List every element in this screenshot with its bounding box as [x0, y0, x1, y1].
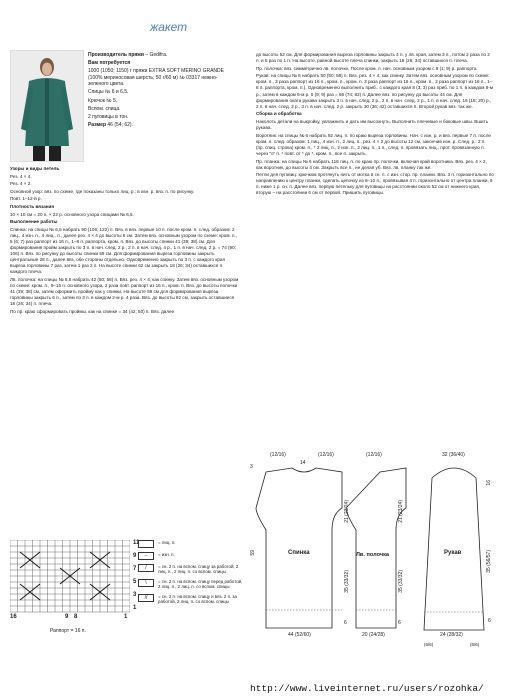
col-number: 9 [65, 614, 69, 620]
yarn-line-value: 1000 (1050; 1150) г пряжи EXTRA SOFT MERINO GRANDE (100% мериносовая шерсть; 50 г/60 м) № 03317 нежно-зеленого цвета. [88, 68, 224, 88]
instructions-left-column [10, 166, 240, 317]
legend-symbol: \ [138, 579, 154, 587]
back-top-right: (12/16) [318, 452, 334, 458]
legend-item [138, 594, 243, 605]
paragraph: Рез. 4 × 4. [10, 173, 32, 179]
row-number: 9 [133, 553, 137, 559]
legend-text: = изн. п. [158, 552, 175, 557]
legend-text: = сн. 2 п. на вспом. спицу и вяз. 2 п. за работой, 2 лиц. п. со вспом. спицы [158, 593, 237, 605]
paragraph: Воротник: на спицы № 6 набрать 92 лиц. п. по краю выреза горловины. Нач. с изн. р. и вяз. первые 7 п. после кром. п. след. образом: 1 лиц., 4 изн. п., 2 лиц. п., рез. 4 × 2 до высоты 12 см, закончив изн. р. След. р.: 2 п. (пр. спиц. строка) кром. п., * 2 лиц. п., 2 изн. п., 2 лиц. п., 1 п., след. п. провязать лиц., прот. провязанную п. через "о" п. * повт. от * до *, кром. п., все п. закрыть. [256, 132, 491, 156]
yarn-line [88, 122, 228, 129]
source-url: http://www.liveinternet.ru/users/rozohka/ [250, 683, 484, 694]
yarn-line-label: Производитель пряжи [88, 52, 144, 58]
front-top: (12/16) [366, 452, 382, 458]
front-hem: 6 [398, 620, 401, 626]
back-top-left: (12/16) [270, 452, 286, 458]
instructions-right-column [256, 52, 494, 198]
yarn-line [88, 60, 228, 67]
knitting-chart-grid [10, 540, 130, 620]
legend-text: = сн. 2 п. на вспом. спицу за работой, 2 лиц. п., 2 лиц. п. со вспом. спицы [158, 564, 239, 575]
yarn-line [88, 106, 228, 113]
chart-legend [138, 540, 243, 608]
paragraph: Пр. полочка: вяз. симметрично лв. полочке. После кром. п. нач. основным узором с 9 (1; 9) р. раппорта. [256, 65, 478, 71]
paragraph: до высоты 52 см. Для формирования выреза горловины закрыть 4 п. у лв. края, затем 3 п., потом 2 раза по 2 п. и 5 раз по 1 п. На высоте, равной высоте плеча спинки, закрыть 18 (26; 34) оставшихся п. плеча. [256, 52, 490, 64]
front-label: Лв. полочка [356, 552, 390, 558]
sleeve-side-right: (6/6) [470, 642, 480, 647]
sleeve-width: 24 (28/32) [440, 632, 463, 638]
paragraph: Наколоть детали на выкройку, увлажнить и дать им высохнуть. Выполнить плечевые и боковые швы. Вшить рукава. [256, 118, 489, 131]
row-number: 7 [133, 566, 137, 572]
paragraph: По пр. краю сформировать проймы, как на спинке = 34 (42; 50) п. Вяз. далее [10, 308, 175, 314]
legend-item [138, 579, 243, 590]
paragraph: Рукав: на спицы № 6 набрать 50 (50; 58) п. Вяз. рез. 4 × 4, как спинку. Затем вяз. основным узором по схеме: кром. п., 3 раза раппорт из 16 п., кром. п., кром. п. 3 раза раппорт из 16 п., кром. п., 2 раза раппорт из 16 п., 1–8 п. раппорта, кром. п.). Одновременно выполнить приб.: с каждого края 8 (3; 3) раз приб. по 1 п. в каждом 8-м р., затем в каждом 6-м р. 0 (9; 9) раз = 66 (74; 82) п. Далее вяз. по рисунку до высоты 44 см. Для формирования оката рукава закрыть 3 п. в нач. след. 2 р., 2 п. в нач. след. 2 р., 1 п. в нач. след. 16 (18; 20) р., 2 п. в нач. след. 2 р., 3 п. в нач. след. 2 р. закрыть 30 (36; 42) оставшихся п. Второй рукав вяз. так же. [256, 73, 493, 109]
legend-item [138, 552, 243, 560]
legend-text: = сн. 2 п. на вспом. спицу перед работой, 2 лиц. п., 2 лиц. п. со вспом. спицы [158, 578, 243, 590]
yarn-line-value: 2 пуговицы в тон. [88, 113, 129, 120]
paragraph: 10 × 10 см = 20 п. × 22 р. основного узора спицами № 6,5. [10, 211, 134, 217]
back-width: 44 (52/60) [288, 632, 311, 638]
col-number: 16 [10, 614, 17, 620]
jacket-photo [10, 50, 84, 162]
repeat-label: Раппорт = 16 п. [50, 628, 86, 634]
yarn-line [88, 52, 228, 59]
front-outline [346, 468, 406, 628]
section-heading: Сборка и обработка [256, 111, 302, 117]
yarn-info [88, 52, 228, 130]
legend-symbol: – [138, 552, 154, 560]
legend-symbol: // [138, 594, 154, 602]
page-title: жакет [150, 20, 188, 34]
paragraph: Петли для пуговиц: крючком протянуть нить от мотка в сн. п. с изн. стор. пр. планки. Вяз. 3 п. горизонтально по направлению к центру планки, сделать цепочку из 8–10 п., провязывая 4 п. горизонтально от центра планки, 6 п. ниже 1 р. сн. п. Далее вяз. первую петельку для пуговицы на расстоянии около 52 см от нижнего края, вторую – на расстоянии 6 см от первой. Пришить пуговицы. [256, 172, 494, 196]
back-side-height: 35 (33/32) [344, 570, 350, 593]
back-shoulder-height: 3 [250, 464, 253, 470]
row-number: 11 [133, 540, 140, 546]
paragraph: Лв. полочка: на спицы № 6,5 набрать 42 (50; 58) п. Вяз. рез. 4 × 4, как спинку. Затем вяз. основным узором по схеме: кром. п., 9–16 п. основного узора, 2 раза повт. раппорт из 16 п., кром. п. Вяз. до высоты полочки 41 (39; 38) см, затем оформить пройму как у спинки. На высоте 59 см для формирования выреза горловины закрыть 6 п., затем по 3 п. в каждом 2-м р. 4 раза. Вяз. до высоты 62 см, закрыть оставшиеся 18 (26; 34) п. плеча. [10, 277, 239, 307]
yarn-line [88, 114, 228, 121]
back-neck: 14 [300, 460, 306, 466]
back-upper-height: 21 (23/24) [344, 500, 350, 523]
yarn-line [88, 89, 228, 96]
paragraph: Повт. 1–12-й р. [10, 196, 42, 202]
legend-symbol: / [138, 564, 154, 572]
sleeve-hem: 6 [488, 618, 491, 624]
row-number: 1 [133, 605, 137, 611]
back-length: 59 [250, 550, 256, 556]
legend-item [138, 564, 243, 575]
legend-symbol [138, 540, 154, 548]
section-heading: Плотность вязания [10, 203, 55, 209]
legend-item [138, 540, 243, 548]
row-number: 3 [133, 592, 137, 598]
pattern-pieces [248, 450, 502, 655]
sleeve-side-left: (6/6) [424, 642, 434, 647]
sleeve-length: 35 (56/57) [486, 550, 492, 573]
sleeve-cap-height: 16 [486, 480, 492, 486]
paragraph: Основной узор: вяз. по схеме, где показаны только лиц. р.; в изн. р. вяз. п. по рисунку. [10, 188, 195, 194]
col-number: 1 [124, 614, 128, 620]
yarn-line-label: Вам потребуется [88, 60, 131, 67]
legend-text: = лиц. п. [158, 540, 176, 545]
sleeve-outline [424, 468, 484, 630]
section-heading: Выполнение работы [10, 219, 58, 225]
col-number: 8 [74, 614, 78, 620]
front-width: 20 (24/28) [362, 632, 385, 638]
front-side-height: 35 (33/32) [398, 570, 404, 593]
yarn-line-value: 46 (54; 62). [106, 121, 133, 128]
row-number: 5 [133, 579, 137, 585]
back-hem: 6 [344, 620, 347, 626]
back-outline [256, 468, 342, 628]
paragraph: Пр. планка: на спицы № 6 набрать 116 лиц. п. по краю пр. полочки, включая край воротника. Вяз. рез. 4 × 2, как воротник, до высоты 4 см. Закрыть все п., не делая уб. Вяз. лв. планку так же. [256, 158, 487, 170]
yarn-line-value: – Gedifra. [143, 52, 168, 58]
yarn-line-value: Крючок № 5. [88, 97, 118, 104]
back-label: Спинка [288, 550, 310, 556]
yarn-line-label: Размер [88, 121, 107, 128]
yarn-line [88, 98, 228, 105]
knitting-chart [10, 540, 140, 620]
paragraph: Рез. 4 × 2. [10, 181, 32, 187]
paragraph: Спинка: на спицы № 6,5 набрать 90 (106; 122) п. Вяз. в вяз. первые 10 п. после кром. п. след. образом: 2 лиц., 4 изн. п., 4 лиц., п., далее рез. 4 × 4 до высоты 6 см. Затем вяз. основным узором по схеме: кром. п., 5 (6; 7) раз раппорт из 16 п., 1–8 п. раппорта, кром. п. Вяз. до высоты спинки 41 (39; 38) см. Для формирования пройм закрыть по 3 п. в нач. след. 2 р., 2 п. в нач. след. 4 р., 1 п. в нач. след. 2 р. = 74 (90; 106) п. Вяз. по рисунку до высоты спинки 59 см. Для формирования выреза горловины закрыть центральные 28 п., далее вяз. обе стороны отдельно. Одновременно закрыть по 3 п. с каждого края выреза горловины 7 раз, затем 1 раз 2 п. На высоте спинки 62 см закрыть 18 (26; 34) оставшихся п. каждого плеча. [10, 226, 238, 275]
yarn-line-value: Вспом. спица. [88, 105, 121, 112]
yarn-line-value: Спицы № 6 и 6,5. [88, 89, 129, 96]
yarn-line [88, 68, 228, 88]
sleeve-top: 32 (36/40) [442, 452, 465, 458]
sleeve-label: Рукав [444, 550, 462, 556]
front-upper-height: 21 (23/24) [398, 500, 404, 523]
section-heading: Узоры и виды петель [10, 166, 60, 171]
